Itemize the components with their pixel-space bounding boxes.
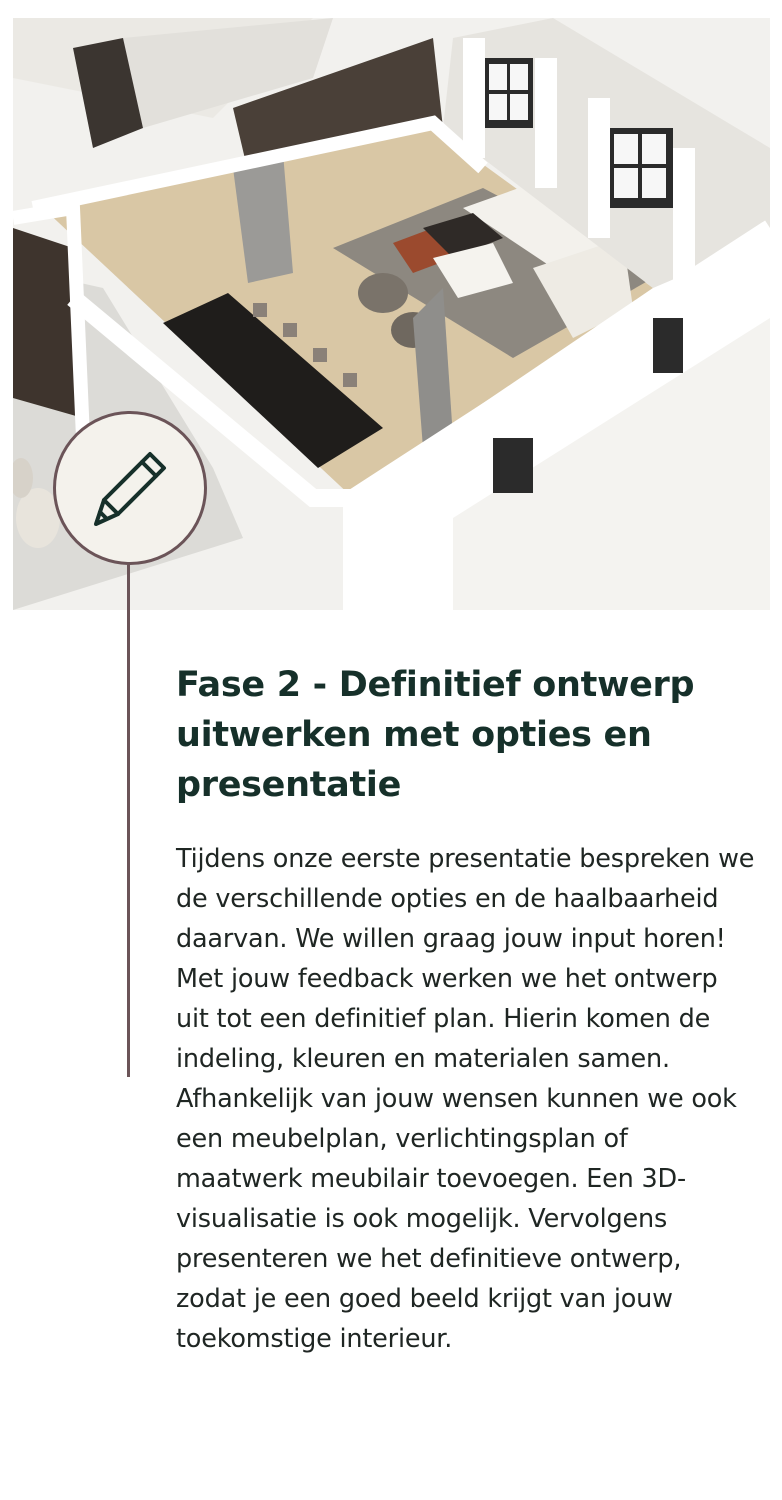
phase-icon-circle bbox=[53, 411, 207, 565]
pencil-icon bbox=[88, 446, 172, 530]
phase-title: Fase 2 - Definitief ontwerp uitwerken met opties en presentatie bbox=[176, 665, 695, 805]
timeline-line bbox=[127, 565, 130, 1077]
phase-description: Tijdens onze eerste presentatie bespreken we de verschillende opties en de haalbaarheid daarvan. We willen graag jouw input horen! Met jouw feedback werken we het ontwerp uit tot een definitief plan. Hierin komen de indeling, kleuren en materialen samen. Afhankelijk van jouw wensen kunnen we ook een meubelplan, verlichtingsplan of maatwerk meubilair toevoegen. Een 3D-visualisatie is ook mogelijk. Vervolgens presenteren we het definitieve ontwerp, zodat je een goed beeld krijgt van jouw toekomstige interieur. bbox=[176, 844, 755, 1354]
